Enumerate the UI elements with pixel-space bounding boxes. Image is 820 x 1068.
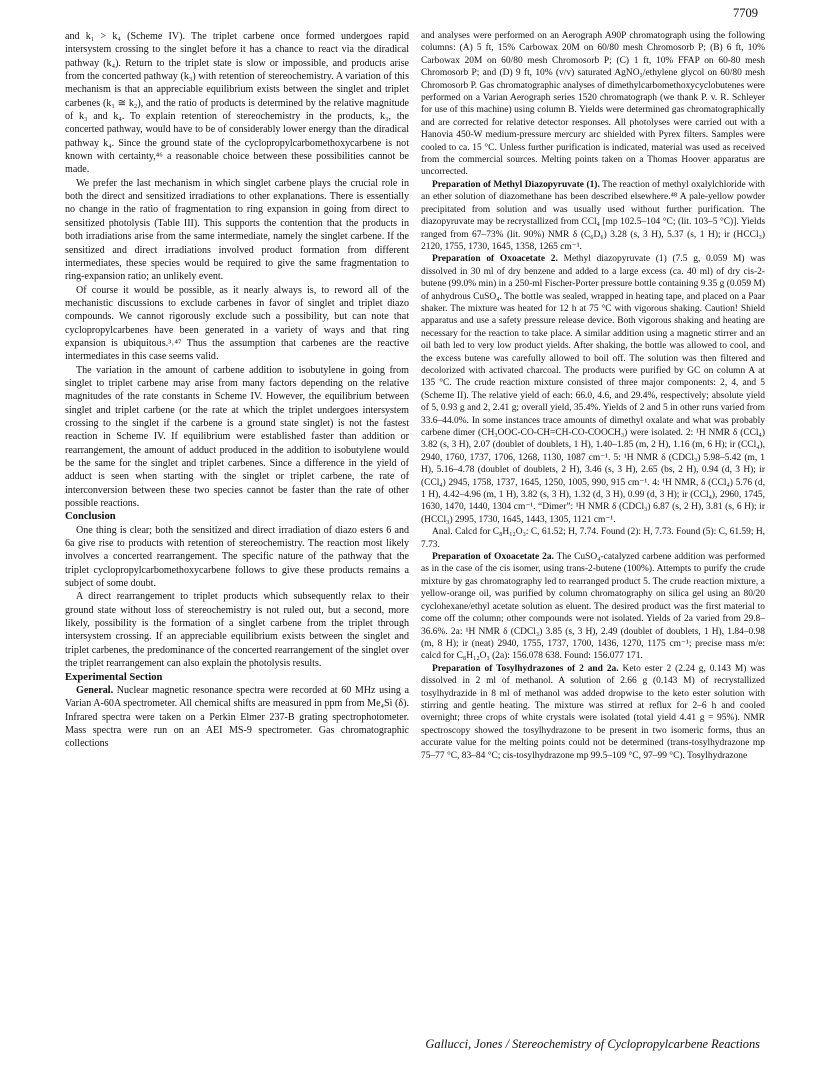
paragraph: Anal. Calcd for C₈H₁₂O₃: C, 61.52; H, 7.74. Found (2): H, 7.73. Found (5): C, 61.59; H, 7.73. (421, 527, 765, 550)
paragraph: A direct rearrangement to triplet products which subsequently relax to their ground state without loss of stereochemistry is not ruled out, but a second, more likely, possibility is the formation of a singlet carbene from the triplet through intersystem crossing. If an appreciable equilibrium exists between the singlet and triplet carbenes, the predominance of the concerted rearrangement of the singlet over the triplet rearrangement can also explain the photolysis results. (65, 591, 409, 670)
paragraph: We prefer the last mechanism in which singlet carbene plays the crucial role in both the direct and sensitized irradiations to other explanations. There is essentially no change in the ratio of fragmentation to ring expansion in going from direct to sensitized photolysis (Table III). This supports the contention that the products in both irradiations arise from the same intermediate, namely the singlet carbene. If the sensitized and direct irradiations involved product formation from different intermediates, these species would be required to give the same fragmentation to ring-expansion ratio; an unlikely event. (65, 177, 409, 283)
paragraph: Of course it would be possible, as it nearly always is, to reword all of the mechanistic discussions to exclude carbenes in favor of singlet and triplet diazo compounds. We cannot rigorously exclude such a possibility, but can note that cyclopropylcarbenes have been generated in a variety of ways and that ring expansion is ubiquitous.³˒⁴⁷ Thus the assumption that carbenes are the reactive intermediates in this case seems valid. (65, 284, 409, 363)
paragraph: The variation in the amount of carbene addition to isobutylene in going from singlet to triplet carbene may arise from many factors depending on the relative magnitudes of the rate constants in Scheme IV. However, the equilibrium between singlet and triplet carbene (or the rate at which the triplet undergoes intersystem crossing to the singlet if the carbene is a ground state singlet) is not the fastest reaction in Scheme IV. If equilibrium were established faster than addition or rearrangement, the amount of adduct produced in the addition to isobutylene would be the same for the singlet and triplet carbenes. Since a difference in the yield of adduct is seen when starting with the singlet or triplet carbene, the rate of interconversion between these two species cannot be faster than the rate of other possible reactions. (65, 364, 409, 510)
paragraph-text: Keto ester 2 (2.24 g, 0.143 M) was dissolved in 2 ml of methanol. A solution of 2.66 g (0.143 M) of recrystallized tosylhydrazide in 8 ml of methanol was added dropwise to the keto ester solution with stirring and gentle heating. The mixture was stirred at reflux for 2–6 h and cooled overnight; three crops of white crystals were isolated (total yield 4.41 g = 95%). NMR spectroscopy showed the tosylhydrazone to be present in two isomeric forms, thus an accurate value for the melting points could not be determined (trans-tosylhydrazone mp 75–77 °C, 83–84 °C; cis-tosylhydrazone mp 99.5–109 °C, 97–99 °C). Tosylhydrazone (421, 663, 765, 761)
paragraph: and k₁ > k₄ (Scheme IV). The triplet carbene once formed undergoes rapid intersystem crossing to the singlet before it has a chance to react via the diradical pathway (k₄). Return to the triplet state is slow or impossible, and products arise from the concerted pathway (k₃) with retention of stereochemistry. A variation of this mechanism is that an appreciable equilibrium exists between the singlet and triplet carbenes (k₁ ≅ k₂), and the ratio of products is determined by the relative magnitude of k₃ and k₄. To explain retention of stereochemistry in the products, k₃, the concerted pathway, would have to be of considerably lower energy than the diradical pathway k₄. Since the ground state of the cyclopropylcarbomethoxycarbene is not known with certainty,⁴⁶ a reasonable choice between these possibilities cannot be made. (65, 31, 409, 176)
paragraph: One thing is clear; both the sensitized and direct irradiation of diazo esters 6 and 6a give rise to products with retention of stereochemistry. The reaction most likely involves a concerted rearrangement. The specific nature of the pathway that the triplet cyclopropylcarbomethoxycarbene follows to give these products remains a subject of some doubt. (65, 524, 409, 590)
paragraph-text: Methyl diazopyruvate (1) (7.5 g, 0.059 M) was dissolved in 30 ml of dry benzene and added to a large excess (ca. 40 ml) of dry cis-2-butene (99.0% min) in a 250-ml Fischer-Porter pressure bottle containing 9.35 g (0.059 M) of anhydrous CuSO₄. The bottle was sealed, wrapped in heating tape, and placed on a Paar shaker. The mixture was heated for 12 h at 75 °C with vigorous shaking. Caution! Shield apparatus and use a safety pressure release device. Both vigorous shaking and heating are necessary for the reaction to take place. A similar addition using a magnetic stirrer and an oil bath led to very low product yields. After shaking, the bottle was allowed to cool, and the excess butene was carefully allowed to boil off. The solution was then filtered and decolorized with activated charcoal. The products were purified by GC on column A at 135 °C. The crude reaction mixture consisted of three major components: 2, 4, and 5 (Scheme II). The relative yield of each: 66.0, 4.6, and 29.4%, respectively; absolute yield of 5, 0.93 g and 2, 2.41 g; overall yield, 35.4%. Yields of 2 and 5 in other runs varied from 33.6–44.0%. In some instances trace amounts of dimethyl oxalate and what was probably carbene dimer (CH₃OOC-CO-CH=CH-CO-COOCH₃) were isolated. 2: ¹H NMR δ (CCl₄) 3.82 (s, 3 H), 2.07 (doublet of doublets, 1 H), 1.40–1.85 (m, 2 H), 1.16 (m, 6 H); ir (CCl₄), 2940, 1760, 1737, 1706, 1268, 1130, 1087 cm⁻¹. 5: ¹H NMR δ (CDCl₃) 5.98–5.42 (m, 1 H), 5.16–4.78 (doublet of doublets, 2 H), 3.46 (s, 3 H), 2.65 (bs, 2 H), 0.94 (d, 3 H); ir (CCl₄) 2945, 1758, 1737, 1645, 1250, 1005, 990, 915 cm⁻¹. 4: ¹H NMR, δ (CCl₄) 5.76 (d, 1 H), 4.42–4.96 (m, 1 H), 3.82 (s, 3 H), 1.32 (d, 3 H), 0.99 (d, 3 H); ir (CCl₄), 2960, 1745, 1630, 1470, 1440, 1304 cm⁻¹. “Dimer”: ¹H NMR δ (CDCl₃) 6.87 (s, 2 H), 3.81 (s, 6 H); ir (HCCl₃) 2995, 1730, 1645, 1443, 1305, 1121 cm⁻¹. (421, 254, 765, 525)
run-in-heading: Preparation of Tosylhydrazones of 2 and 2a. (432, 663, 619, 674)
page-number: 7709 (733, 6, 758, 20)
paragraph (421, 551, 765, 663)
paragraph (421, 663, 765, 762)
paragraph (421, 253, 765, 526)
conclusion-heading: Conclusion (65, 511, 116, 523)
left-column (65, 30, 409, 1015)
paragraph-text: The reaction of methyl oxalylchloride with an ether solution of diazomethane has been described elsewhere.⁴⁸ A pale-yellow powder precipitated from solution and was usually used without further purification. The diazopyruvate may be recrystallized from CCl₄ [mp 102.5–104 °C; (lit. 103–5 °C)]. Yields ranged from 67–73% (lit. 90%) NMR δ (C₆D₆) 3.28 (s, 3 H), 5.37 (s, 1 H); ir (HCCl₃) 2120, 1755, 1730, 1645, 1358, 1265 cm⁻¹. (421, 179, 765, 252)
paragraph-text: The CuSO₄-catalyzed carbene addition was performed as in the case of the cis isomer, using trans-2-butene (100%). Attempts to purify the crude mixture by gas chromatography led to rearranged product 5. The crude reaction mixture, a yellow-orange oil, was purified by column chromatography on silica gel using an 80/20 cyclohexane/ethyl acetate solution as eluent. The desired product was the first material to come off the column; other compounds were not isolated. Yields of 2a varied from 29.8–36.6%. 2a: ¹H NMR δ (CDCl₃) 3.85 (s, 3 H), 2.49 (doublet of doublets, 1 H), 1.84–0.98 (m, 8 H); ir (neat) 2940, 1755, 1737, 1700, 1436, 1270, 1175 cm⁻¹; precise mass m/e: calcd for C₈H₁₂O₃ (2a): 156.078 638. Found: 156.077 171. (421, 552, 765, 662)
run-in-heading: Preparation of Oxoacetate 2a. (432, 552, 554, 563)
running-footer: Gallucci, Jones / Stereochemistry of Cyclopropylcarbene Reactions (425, 1037, 760, 1051)
run-in-heading: Preparation of Oxoacetate 2. (432, 254, 558, 265)
paragraph: and analyses were performed on an Aerograph A90P chromatograph using the following columns: (A) 5 ft, 15% Carbowax 20M on 60/80 mesh Chromosorb P; (B) 6 ft, 10% Carbowax 20M on 60/80 mesh Chromosorb P; (C) 1 ft, 10% FFAP on 60-80 mesh Chromosorb P; and (D) 9 ft, 10% (v/v) saturated AgNO₃/ethylene glycol on 60/80 mesh Chromosorb P. Gas chromatographic analyses of dimethylcarbomethoxycyclobutenes were performed on a Varian Aerograph series 1520 chromatograph (we thank P. v. R. Schleyer for use of this machine) using column B. Yields were determined gas chromatographically and are corrected for relative detector responses. All photolyses were carried out with a Hanovia 450-W medium-pressure mercury arc shielded with Pyrex filters. Samples were cooled to ca. 15 °C. Unless further purification is indicated, material was used as received from the commercial sources. Melting points taken on a Thomas Hoover apparatus are uncorrected. (421, 31, 765, 178)
body-columns (65, 30, 765, 1015)
paragraph (65, 684, 409, 751)
paragraph (421, 179, 765, 253)
run-in-heading: General. (76, 684, 114, 696)
experimental-heading: Experimental Section (65, 671, 163, 683)
paragraph-text: Nuclear magnetic resonance spectra were recorded at 60 MHz using a Varian A-60A spectrometer. All chemical shifts are measured in ppm from Me₄Si (δ). Infrared spectra were taken on a Perkin Elmer 237-B grating spectrophotometer. Mass spectra were run on an AEI MS-9 spectrometer. Gas chromatographic collections (65, 684, 409, 750)
run-in-heading: Preparation of Methyl Diazopyruvate (1). (432, 179, 600, 190)
right-column (421, 30, 765, 1015)
